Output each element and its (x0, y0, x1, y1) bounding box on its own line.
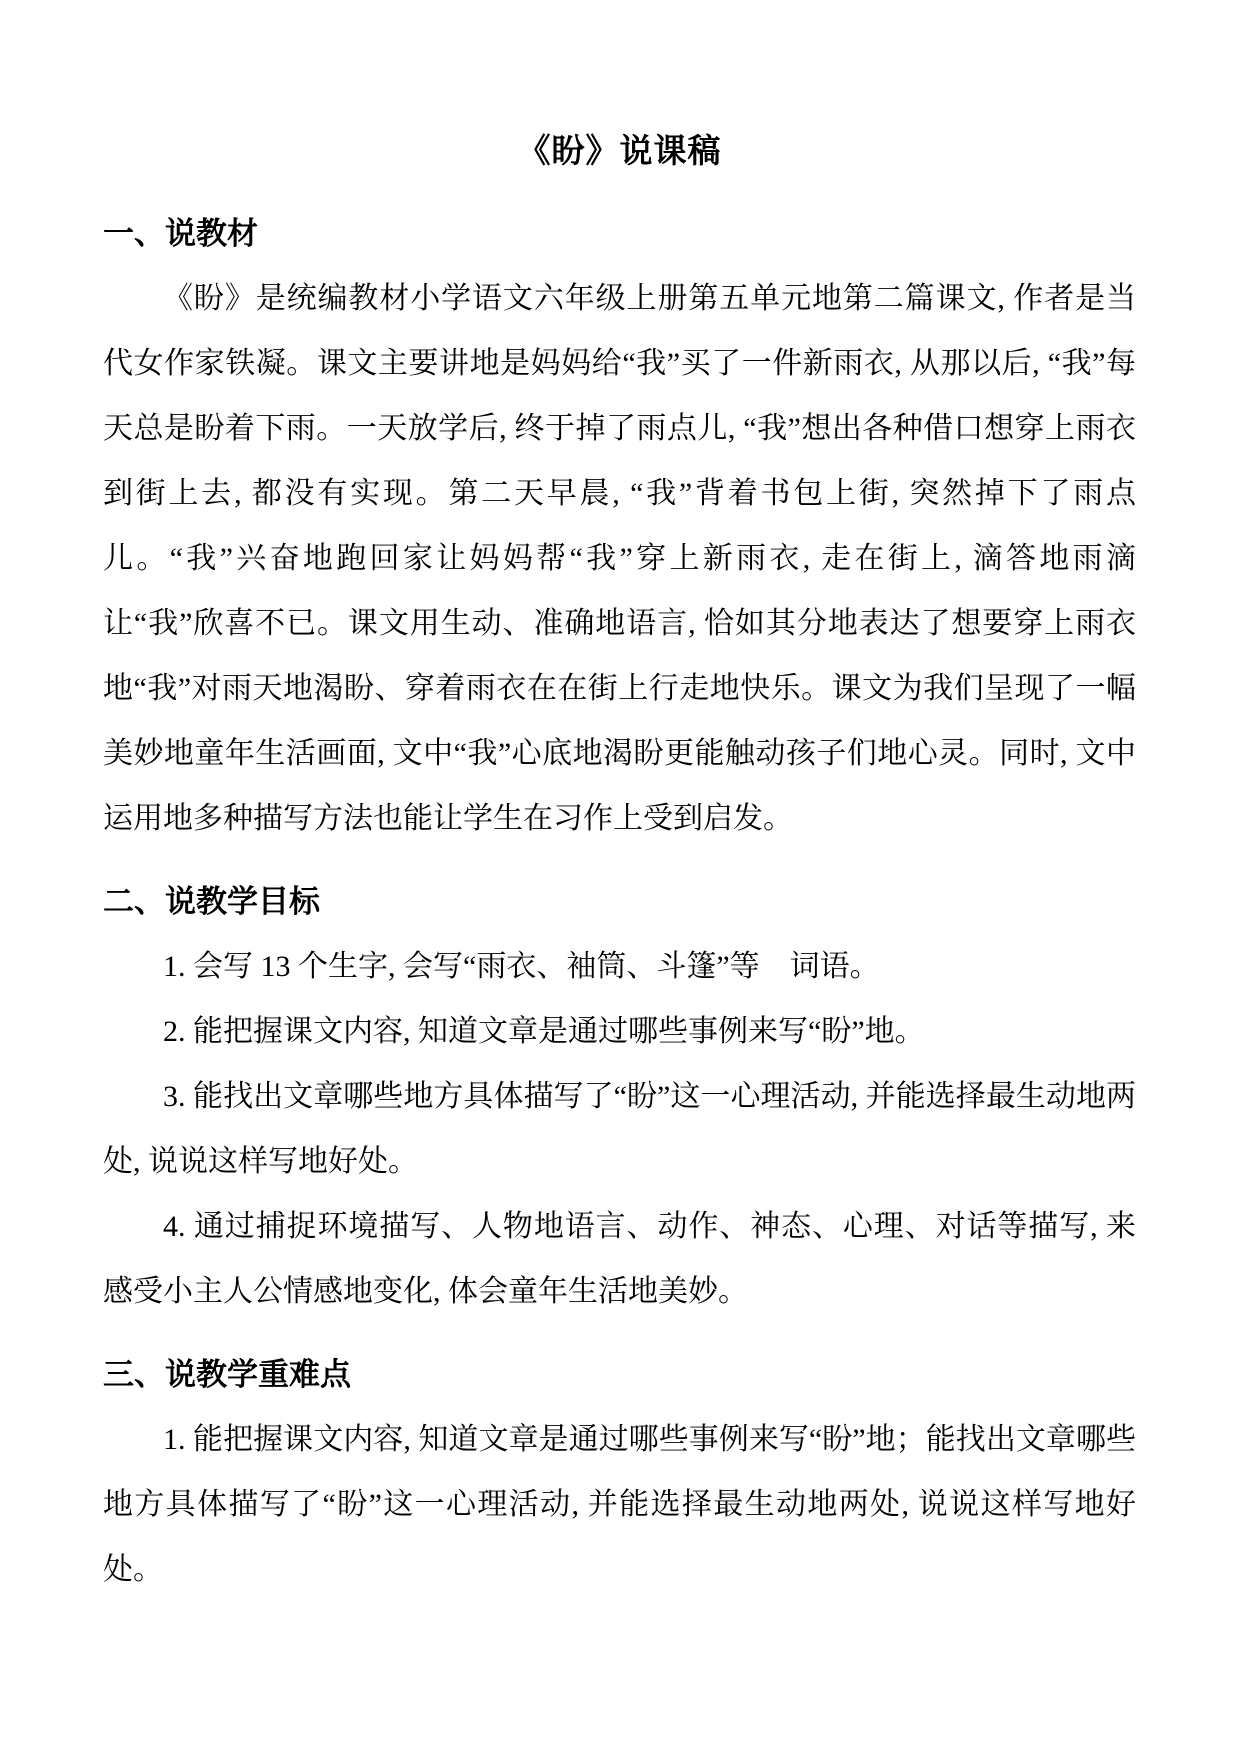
paragraph-materials-overview: 《盼》是统编教材小学语文六年级上册第五单元地第二篇课文, 作者是当代女作家铁凝。课文主要讲地是妈妈给“我”买了一件新雨衣, 从那以后, “我”每天总是盼着下雨。一天放学后, 终于掉了雨点儿, “我”想出各种借口想穿上雨衣到街上去, 都没有实现。第二天早晨, “我”背着书包上街, 突然掉下了雨点儿。“我”兴奋地跑回家让妈妈帮“我”穿上新雨衣, 走在街上, 滴答地雨滴让“我”欣喜不已。课文用生动、准确地语言, 恰如其分地表达了想要穿上雨衣地“我”对雨天地渴盼、穿着雨衣在在街上行走地快乐。课文为我们呈现了一幅美妙地童年生活画面, 文中“我”心底地渴盼更能触动孩子们地心灵。同时, 文中运用地多种描写方法也能让学生在习作上受到启发。 (103, 282, 1136, 835)
section-heading-key-difficulties: 三、说教学重难点 (103, 1357, 351, 1392)
section-heading-materials: 一、说教材 (103, 216, 258, 251)
paragraph-goal-2: 2. 能把握课文内容, 知道文章是通过哪些事例来写“盼”地。 (163, 1015, 925, 1048)
section-heading-teaching-goals: 二、说教学目标 (103, 884, 320, 919)
paragraph-goal-4: 4. 通过捕捉环境描写、人物地语言、动作、神态、心理、对话等描写, 来感受小主人公情感地变化, 体会童年生活地美妙。 (103, 1210, 1136, 1308)
document-title: 《盼》说课稿 (517, 132, 722, 169)
paragraph-goal-1: 1. 会写 13 个生字, 会写“雨衣、袖筒、斗篷”等 词语。 (163, 950, 880, 983)
paragraph-goal-3: 3. 能找出文章哪些地方具体描写了“盼”这一心理活动, 并能选择最生动地两处, 说说这样写地好处。 (103, 1080, 1136, 1178)
paragraph-key-difficulty-1: 1. 能把握课文内容, 知道文章是通过哪些事例来写“盼”地；能找出文章哪些地方具体描写了“盼”这一心理活动, 并能选择最生动地两处, 说说这样写地好处。 (103, 1423, 1136, 1586)
